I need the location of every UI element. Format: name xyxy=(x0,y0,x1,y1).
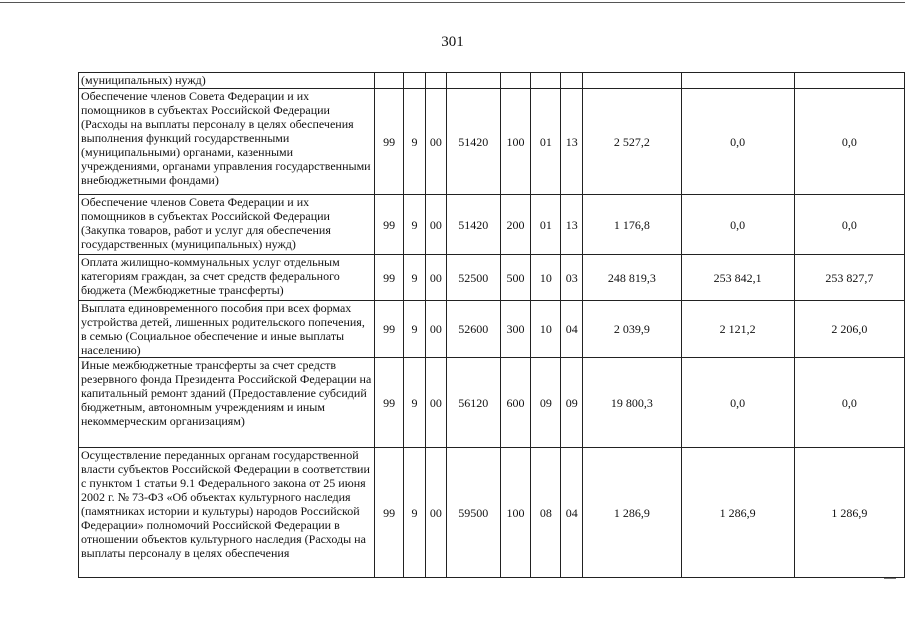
row-description: (муниципальных) нужд) xyxy=(79,73,375,89)
cell-direction: 00 xyxy=(425,301,446,358)
table-row xyxy=(79,195,905,255)
cell-amount-year2: 2 121,2 xyxy=(681,301,794,358)
cell-program: 99 xyxy=(375,255,404,301)
cell-direction: 00 xyxy=(425,448,446,578)
cell-expense-code xyxy=(446,73,500,89)
cell-direction: 00 xyxy=(425,89,446,195)
cell-expense-code: 51420 xyxy=(446,89,500,195)
cell-amount-year3: 0,0 xyxy=(794,195,904,255)
row-description: Иные межбюджетные трансферты за счет средств резервного фонда Президента Российской Федерации на капитальный ремонт зданий (Предоставление субсидий бюджетным, автономным учреждениям и иным некоммерческим организациям) xyxy=(79,358,375,448)
cell-amount-year3 xyxy=(794,73,904,89)
cell-subprogram: 9 xyxy=(404,195,426,255)
cell-section: 10 xyxy=(531,255,561,301)
row-description: Осуществление переданных органам государственной власти субъектов Российской Федерации в соответствии с пунктом 1 статьи 9.1 Федерального закона от 25 июня 2002 г. № 73-ФЗ «Об объектах культурного наследия (памятниках истории и культуры) народов Российской Федерации» полномочий Российской Федерации в отношении объектов культурного наследия (Расходы на выплаты персоналу в целях обеспечения xyxy=(79,448,375,578)
cell-amount-year3: 253 827,7 xyxy=(794,255,904,301)
cell-amount-year2: 1 286,9 xyxy=(681,448,794,578)
cell-section: 01 xyxy=(531,195,561,255)
cell-subsection: 04 xyxy=(561,448,583,578)
cell-subprogram xyxy=(404,73,426,89)
cell-amount-year3: 1 286,9 xyxy=(794,448,904,578)
cell-program: 99 xyxy=(375,195,404,255)
cell-direction: 00 xyxy=(425,195,446,255)
cell-amount-year1: 1 176,8 xyxy=(583,195,681,255)
cell-expense-type: 100 xyxy=(500,448,531,578)
cell-section: 01 xyxy=(531,89,561,195)
cell-subsection: 03 xyxy=(561,255,583,301)
cell-expense-type: 200 xyxy=(500,195,531,255)
cell-section: 09 xyxy=(531,358,561,448)
cell-amount-year3: 0,0 xyxy=(794,358,904,448)
cell-subprogram: 9 xyxy=(404,448,426,578)
cell-program: 99 xyxy=(375,448,404,578)
cell-expense-type: 100 xyxy=(500,89,531,195)
cell-amount-year3: 0,0 xyxy=(794,89,904,195)
cell-program: 99 xyxy=(375,358,404,448)
cell-section: 08 xyxy=(531,448,561,578)
cell-program: 99 xyxy=(375,89,404,195)
cell-subprogram: 9 xyxy=(404,89,426,195)
row-description: Оплата жилищно-коммунальных услуг отдельным категориям граждан, за счет средств федерального бюджета (Межбюджетные трансферты) xyxy=(79,255,375,301)
cell-direction: 00 xyxy=(425,255,446,301)
table-row xyxy=(79,358,905,448)
table-row xyxy=(79,448,905,578)
budget-table xyxy=(78,72,905,578)
cell-section xyxy=(531,73,561,89)
cell-amount-year1: 2 527,2 xyxy=(583,89,681,195)
cell-subsection: 09 xyxy=(561,358,583,448)
cell-amount-year3: 2 206,0 xyxy=(794,301,904,358)
cell-expense-type: 600 xyxy=(500,358,531,448)
cell-subsection: 13 xyxy=(561,195,583,255)
page-number: 301 xyxy=(441,34,464,50)
cell-expense-code: 56120 xyxy=(446,358,500,448)
cell-expense-code: 52600 xyxy=(446,301,500,358)
table-row xyxy=(79,301,905,358)
row-description: Выплата единовременного пособия при всех формах устройства детей, лишенных родительского попечения, в семью (Социальное обеспечение и иные выплаты населению) xyxy=(79,301,375,358)
cell-amount-year2: 0,0 xyxy=(681,89,794,195)
cell-amount-year2 xyxy=(681,73,794,89)
cell-direction: 00 xyxy=(425,358,446,448)
cell-subprogram: 9 xyxy=(404,301,426,358)
cell-expense-type: 300 xyxy=(500,301,531,358)
cell-amount-year1: 248 819,3 xyxy=(583,255,681,301)
cell-program xyxy=(375,73,404,89)
cell-subsection xyxy=(561,73,583,89)
cell-subprogram: 9 xyxy=(404,358,426,448)
cell-amount-year2: 253 842,1 xyxy=(681,255,794,301)
cell-expense-code: 51420 xyxy=(446,195,500,255)
row-description: Обеспечение членов Совета Федерации и их помощников в субъектах Российской Федерации (Расходы на выплаты персоналу в целях обеспечения выполнения функций государственными (муниципальными) органами, казенными учреждениями, органами управления государственными внебюджетными фондами) xyxy=(79,89,375,195)
top-rule xyxy=(0,2,905,3)
cell-program: 99 xyxy=(375,301,404,358)
margin-mark xyxy=(884,578,896,579)
cell-subsection: 04 xyxy=(561,301,583,358)
cell-expense-type: 500 xyxy=(500,255,531,301)
cell-amount-year1: 2 039,9 xyxy=(583,301,681,358)
cell-direction xyxy=(425,73,446,89)
cell-expense-code: 52500 xyxy=(446,255,500,301)
cell-expense-type xyxy=(500,73,531,89)
cell-amount-year1 xyxy=(583,73,681,89)
table-row xyxy=(79,73,905,89)
cell-expense-code: 59500 xyxy=(446,448,500,578)
cell-amount-year1: 19 800,3 xyxy=(583,358,681,448)
cell-amount-year1: 1 286,9 xyxy=(583,448,681,578)
table-row xyxy=(79,89,905,195)
cell-amount-year2: 0,0 xyxy=(681,358,794,448)
table-row xyxy=(79,255,905,301)
cell-section: 10 xyxy=(531,301,561,358)
cell-subprogram: 9 xyxy=(404,255,426,301)
row-description: Обеспечение членов Совета Федерации и их помощников в субъектах Российской Федерации (Закупка товаров, работ и услуг для обеспечения государственных (муниципальных) нужд) xyxy=(79,195,375,255)
cell-subsection: 13 xyxy=(561,89,583,195)
cell-amount-year2: 0,0 xyxy=(681,195,794,255)
